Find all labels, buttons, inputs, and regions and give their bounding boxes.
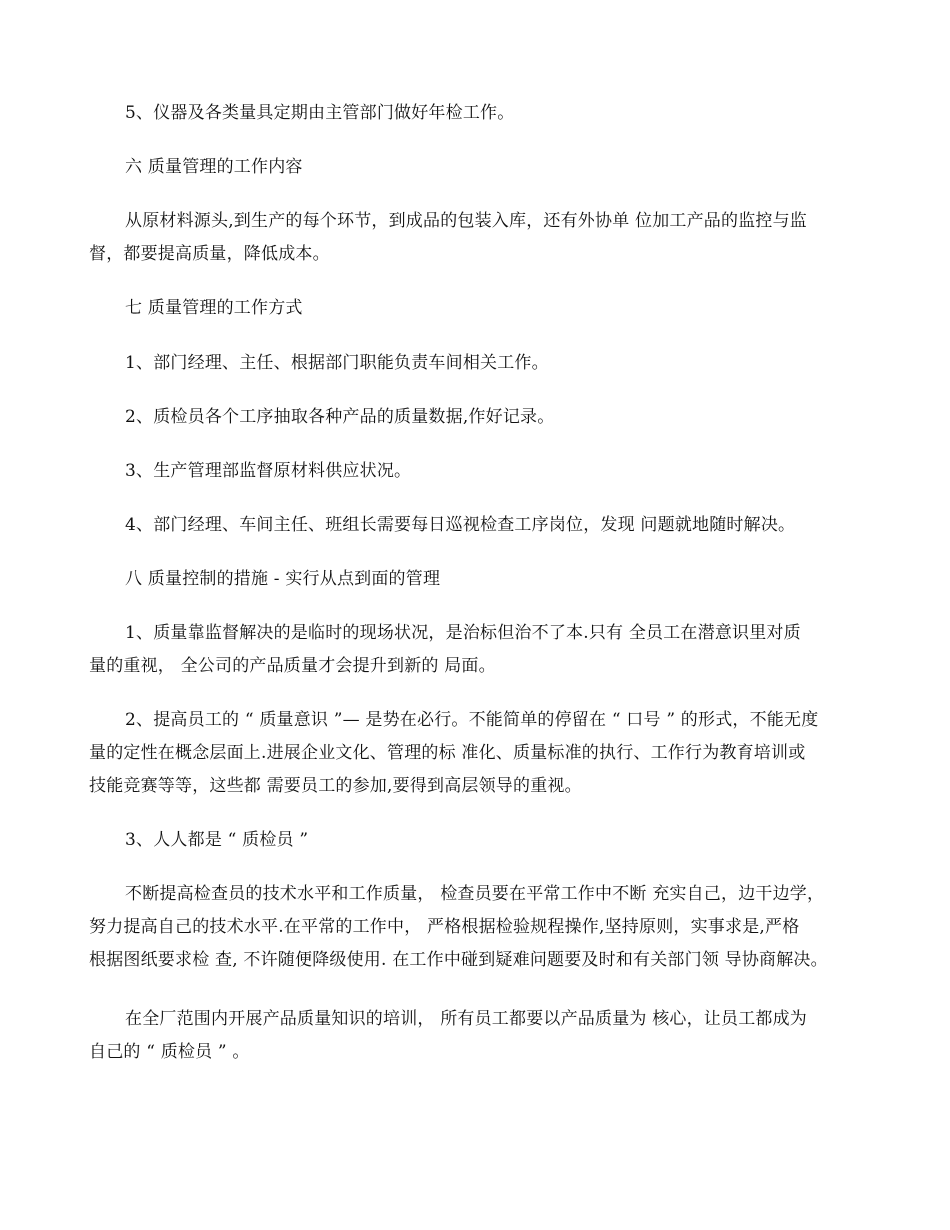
paragraph-line: 量的定性在概念层面上.进展企业文化、管理的标 准化、质量标准的执行、工作行为教育培训或 bbox=[89, 743, 806, 763]
paragraph-line: 3、人人都是 “ 质检员 ” bbox=[125, 830, 309, 850]
section-heading: 八 质量控制的措施 - 实行从点到面的管理 bbox=[125, 569, 441, 589]
paragraph-line: 1、质量靠监督解决的是临时的现场状况，是治标但治不了本.只有 全员工在潜意识里对质 bbox=[125, 623, 801, 643]
paragraph-line: 量的重视， 全公司的产品质量才会提升到新的 局面。 bbox=[89, 656, 496, 676]
section-heading: 七 质量管理的工作方式 bbox=[125, 298, 303, 318]
paragraph-line: 2、质检员各个工序抽取各种产品的质量数据,作好记录。 bbox=[125, 407, 555, 427]
paragraph-line: 努力提高自己的技术水平.在平常的工作中， 严格根据检验规程操作,坚持原则，实事求是,严格 bbox=[89, 917, 800, 937]
paragraph-line: 2、提高员工的 “ 质量意识 ”— 是势在必行。不能简单的停留在 “ 口号 ” 的形式，不能无度 bbox=[125, 710, 819, 730]
paragraph-line: 3、生产管理部监督原材料供应状况。 bbox=[125, 461, 412, 481]
paragraph-line: 从原材料源头,到生产的每个环节，到成品的包装入库，还有外协单 位加工产品的监控与监 bbox=[125, 211, 808, 231]
paragraph-line: 5、仪器及各类量具定期由主管部门做好年检工作。 bbox=[125, 103, 515, 123]
paragraph-line: 自己的 “ 质检员 ” 。 bbox=[89, 1042, 250, 1062]
paragraph-line: 根据图纸要求检 查, 不许随便降级使用. 在工作中碰到疑难问题要及时和有关部门领 导协商解决。 bbox=[89, 950, 828, 970]
paragraph-line: 在全厂范围内开展产品质量知识的培训， 所有员工都要以产品质量为 核心，让员工都成为 bbox=[125, 1009, 808, 1029]
paragraph-line: 4、部门经理、车间主任、班组长需要每日巡视检查工序岗位，发现 问题就地随时解决。 bbox=[125, 515, 796, 535]
section-heading: 六 质量管理的工作内容 bbox=[125, 157, 303, 177]
paragraph-line: 1、部门经理、主任、根据部门职能负责车间相关工作。 bbox=[125, 353, 549, 373]
paragraph-line: 不断提高检查员的技术水平和工作质量， 检查员要在平常工作中不断 充实自己，边干边学， bbox=[125, 884, 825, 904]
paragraph-line: 技能竞赛等等，这些都 需要员工的参加,要得到高层领导的重视。 bbox=[89, 776, 582, 796]
paragraph-line: 督，都要提高质量，降低成本。 bbox=[89, 244, 330, 264]
